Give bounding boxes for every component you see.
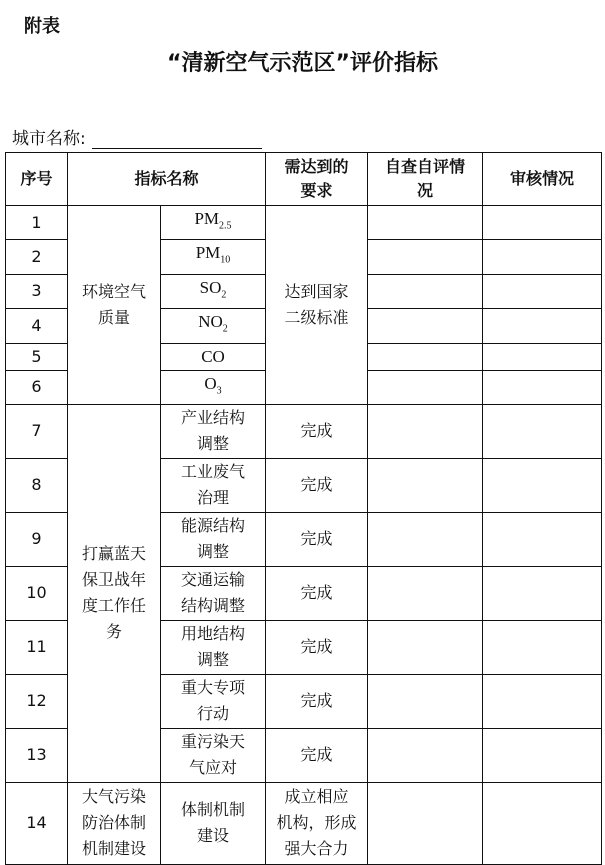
header-self-eval: 自查自评情 况 (368, 153, 483, 206)
self-eval-cell[interactable] (368, 674, 483, 728)
review-cell[interactable] (483, 674, 602, 728)
self-eval-cell[interactable] (368, 370, 483, 404)
seq-cell: 2 (6, 240, 68, 274)
category-blue-sky: 打赢蓝天 保卫战年 度工作任 务 (68, 404, 161, 782)
self-eval-cell[interactable] (368, 620, 483, 674)
header-requirement: 需达到的 要求 (266, 153, 368, 206)
seq-cell: 4 (6, 309, 68, 343)
seq-cell: 8 (6, 458, 68, 512)
page-title: “清新空气示范区”评价指标 (167, 51, 438, 76)
indicator-cell: 能源结构 调整 (161, 512, 266, 566)
evaluation-table (5, 152, 602, 865)
seq-cell: 11 (6, 620, 68, 674)
indicator-cell: 重大专项 行动 (161, 674, 266, 728)
self-eval-cell[interactable] (368, 404, 483, 458)
self-eval-cell[interactable] (368, 274, 483, 308)
city-label: 城市名称: (12, 129, 86, 149)
indicator-cell: 重污染天 气应对 (161, 728, 266, 782)
review-cell[interactable] (483, 782, 602, 864)
review-cell[interactable] (483, 512, 602, 566)
indicator-cell: $SO_2$ (161, 274, 266, 308)
city-field (12, 124, 262, 149)
table-row (6, 782, 602, 864)
self-eval-cell[interactable] (368, 343, 483, 370)
seq-cell: 9 (6, 512, 68, 566)
requirement-air-quality: 达到国家 二级标准 (266, 206, 368, 405)
appendix-label: 附表 (24, 16, 60, 37)
indicator-cell: $PM_{2.5}$ (161, 206, 266, 240)
self-eval-cell[interactable] (368, 240, 483, 274)
self-eval-cell[interactable] (368, 728, 483, 782)
seq-cell: 12 (6, 674, 68, 728)
seq-cell: 3 (6, 274, 68, 308)
seq-cell: 13 (6, 728, 68, 782)
requirement-cell: 成立相应 机构，形成 强大合力 (266, 782, 368, 864)
header-review: 审核情况 (483, 153, 602, 206)
seq-cell: 5 (6, 343, 68, 370)
category-air-quality: 环境空气 质量 (68, 206, 161, 405)
self-eval-cell[interactable] (368, 512, 483, 566)
self-eval-cell[interactable] (368, 782, 483, 864)
self-eval-cell[interactable] (368, 566, 483, 620)
indicator-cell: 交通运输 结构调整 (161, 566, 266, 620)
review-cell[interactable] (483, 274, 602, 308)
table-row (6, 206, 602, 240)
indicator-cell: 产业结构 调整 (161, 404, 266, 458)
header-row (6, 153, 602, 206)
review-cell[interactable] (483, 458, 602, 512)
indicator-cell: $NO_2$ (161, 309, 266, 343)
indicator-cell: 用地结构 调整 (161, 620, 266, 674)
header-seq: 序号 (6, 153, 68, 206)
seq-cell: 1 (6, 206, 68, 240)
review-cell[interactable] (483, 404, 602, 458)
requirement-cell: 完成 (266, 674, 368, 728)
table-row (6, 404, 602, 458)
self-eval-cell[interactable] (368, 206, 483, 240)
self-eval-cell[interactable] (368, 309, 483, 343)
indicator-cell: 工业废气 治理 (161, 458, 266, 512)
self-eval-cell[interactable] (368, 458, 483, 512)
indicator-cell: $O_3$ (161, 370, 266, 404)
review-cell[interactable] (483, 206, 602, 240)
requirement-cell: 完成 (266, 458, 368, 512)
seq-cell: 7 (6, 404, 68, 458)
requirement-cell: 完成 (266, 512, 368, 566)
review-cell[interactable] (483, 370, 602, 404)
requirement-cell: 完成 (266, 620, 368, 674)
seq-cell: 6 (6, 370, 68, 404)
review-cell[interactable] (483, 566, 602, 620)
header-indicator: 指标名称 (68, 153, 266, 206)
indicator-cell: CO (161, 343, 266, 370)
city-input-line[interactable] (92, 130, 262, 149)
category-mechanism: 大气污染 防治体制 机制建设 (68, 782, 161, 864)
requirement-cell: 完成 (266, 404, 368, 458)
requirement-cell: 完成 (266, 728, 368, 782)
requirement-cell: 完成 (266, 566, 368, 620)
review-cell[interactable] (483, 240, 602, 274)
indicator-cell: 体制机制 建设 (161, 782, 266, 864)
seq-cell: 14 (6, 782, 68, 864)
review-cell[interactable] (483, 728, 602, 782)
review-cell[interactable] (483, 620, 602, 674)
review-cell[interactable] (483, 309, 602, 343)
seq-cell: 10 (6, 566, 68, 620)
indicator-cell: $PM_{10}$ (161, 240, 266, 274)
review-cell[interactable] (483, 343, 602, 370)
